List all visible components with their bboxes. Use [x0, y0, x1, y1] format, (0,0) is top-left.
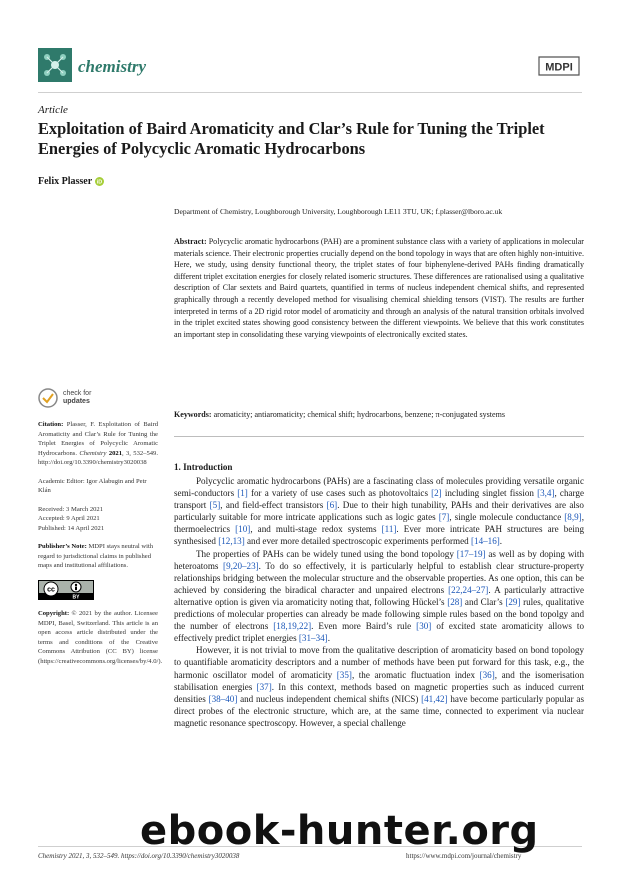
abstract-text: Polycyclic aromatic hydrocarbons (PAH) are a prominent substance class with a variety of applications in molecular materials science. Their electronic properties crucially depend on the bond topology in ways that are often highly non-intuitive. Here, we study, using density functional theory, the triplet states of four biphenylene-derived PAHs finding dramatically different triplet excitation energies for closely related isomeric structures. These differences are rationalised using a qualitative description of Clar sextets and Baird quartets, quantified in terms of nucleus independent chemical shifts, and represented graphically through a recently developed method for visualising chemical shielding tensors (VIST). The results are further interpreted in terms of a 2D rigid rotor model of aromaticity and through an analysis of the natural transition orbitals involved in the triplet excited states showing good consistency between the different viewpoints. We believe that this work constitutes an important step in consolidating these varying viewpoints of electronically excited states.	[174, 237, 584, 339]
article-type: Article	[38, 104, 68, 116]
published-date: Published: 14 April 2021	[38, 524, 105, 532]
academic-editor	[38, 477, 158, 496]
citation-text: Plasser, F. Exploitation of Baird Aromaticity and Clar’s Rule for Tuning the Triplet Energies of Polycyclic Aromatic Hydrocarbons.	[38, 421, 159, 457]
citation-link[interactable]: [31–34]	[298, 633, 328, 644]
paragraph-text: , and multi-stage redox systems	[250, 524, 382, 535]
paragraph-text: and Clar’s	[462, 596, 506, 607]
body-paragraph	[174, 475, 584, 548]
copyright-label: Copyright:	[38, 610, 70, 617]
affiliation: Department of Chemistry, Loughborough University, Loughborough LE11 3TU, UK; f.plasser@lboro.ac.uk	[174, 207, 503, 216]
citation-link[interactable]: [18,19,22]	[273, 621, 312, 632]
citation-link[interactable]: [1]	[237, 488, 248, 499]
copyright-text: © 2021 by the author. Licensee MDPI, Basel, Switzerland. This article is an open access article distributed under the terms and conditions of the Creative Commons Attribution (CC BY) license (https://creativecommons.org/licenses/by/4.0/).	[38, 610, 163, 665]
citation-block	[38, 420, 158, 468]
editor-label: Academic Editor:	[38, 477, 85, 485]
copyright-block	[38, 609, 163, 666]
paragraph-text: However, it is not trivial to move from the qualitative description of aromaticity based on bond topology to quantifiable aromaticity descriptors and a number of methods have been put forward for this task, e.g., the harmonic oscillator model of aromaticity	[174, 645, 584, 680]
dates-block	[38, 505, 158, 534]
keywords	[174, 409, 584, 421]
editor-names: Igor Alabugin and Petr Klán	[38, 477, 147, 494]
citation-link[interactable]: [6]	[326, 500, 338, 511]
paragraph-text: . To do so effectively, it is particularly helpful to establish clear structure-property relationships bridging between the molecular structure and the observable properties. As one option, this can be achieved by considering the biradical character and unpaired electrons	[174, 560, 584, 595]
paragraph-text: .	[499, 536, 503, 547]
keywords-text: aromaticity; antiaromaticity; chemical shift; hydrocarbons, benzene; π-conjugated systems	[213, 410, 505, 419]
citation-doi[interactable]: , 3, 532–549. http://doi.org/10.3390/chemistry3020038	[38, 449, 158, 466]
cc-by-license-icon[interactable]	[38, 580, 94, 600]
author-name[interactable]: Felix Plasser	[38, 176, 93, 187]
citation-link[interactable]: [2]	[431, 488, 442, 499]
paragraph-text: . In this context, methods based on magnetic properties such as induced current densities	[174, 681, 584, 704]
orcid-icon[interactable]	[95, 177, 104, 186]
sidebar	[38, 388, 163, 675]
mdpi-logo-text: MDPI	[545, 61, 573, 74]
citation-link[interactable]: [22,24–27]	[448, 584, 489, 595]
abstract	[174, 236, 584, 340]
check-updates-icon	[38, 388, 58, 408]
citation-link[interactable]: [3,4]	[537, 488, 555, 499]
citation-link[interactable]: [28]	[447, 596, 463, 607]
citation-link[interactable]: [14–16]	[471, 536, 500, 547]
body-paragraph	[174, 644, 584, 729]
section-heading: 1. Introduction	[174, 462, 233, 472]
citation-journal: Chemistry	[79, 449, 107, 457]
keywords-label: Keywords:	[174, 410, 212, 419]
paragraph-text: rules, qualitative predictions of molecular properties can already be made following simple rules based on the bond topolgy and the number of electrons	[174, 596, 585, 632]
paragraph-text: .	[327, 633, 330, 644]
citation-link[interactable]: [8,9]	[564, 512, 582, 523]
check-for-updates-button[interactable]	[38, 388, 158, 408]
publisher-note-text: MDPI stays neutral with regard to jurisdictional claims in published maps and institutional affiliations.	[38, 543, 154, 569]
citation-link[interactable]: [35]	[336, 669, 352, 680]
paragraph-text: . Due to their high tunability, PAHs and their derivatives are also particularly suitable for more intricate applications such as logic gates	[174, 500, 584, 523]
author-line	[38, 176, 104, 187]
section-divider	[174, 436, 584, 437]
paragraph-text: and nucleus independent chemical shifts (NICS)	[237, 693, 422, 704]
journal-name: chemistry	[78, 57, 146, 76]
check-updates-line2: updates	[63, 398, 90, 405]
citation-link[interactable]: [10]	[235, 524, 251, 535]
paragraph-text: . A particularly attractive alternative option is given via aromaticity noting that, following Hückel’s	[174, 584, 584, 607]
svg-text:iD: iD	[96, 179, 103, 186]
citation-link[interactable]: [11]	[381, 524, 397, 535]
footer-citation[interactable]: Chemistry 2021, 3, 532–549. https://doi.org/10.3390/chemistry3020038	[38, 852, 240, 860]
check-updates-line1: check for	[63, 390, 92, 397]
mdpi-logo	[536, 55, 582, 77]
article-title: Exploitation of Baird Aromaticity and Clar’s Rule for Tuning the Triplet Energies of Polycyclic Aromatic Hydrocarbons	[38, 119, 545, 158]
citation-link[interactable]: [7]	[438, 512, 450, 523]
citation-link[interactable]: [41,42]	[421, 693, 448, 704]
paragraph-text: , and field-effect transistors	[220, 500, 327, 511]
paragraph-text: and ever more detailed spectroscopic experiments performed	[244, 536, 471, 547]
paragraph-text: for a variety of use cases such as photovoltaics	[247, 488, 432, 499]
abstract-label: Abstract:	[174, 237, 207, 246]
citation-link[interactable]: [9,20–23]	[223, 560, 259, 571]
citation-year: 2021	[108, 449, 122, 457]
footer-journal-url[interactable]: https://www.mdpi.com/journal/chemistry	[406, 852, 522, 860]
paragraph-text: Polycyclic aromatic hydrocarbons (PAHs) are a fascinating class of molecules providing versatile organic semi-conductors	[174, 476, 584, 499]
paragraph-text: , thermoelectrics	[174, 512, 584, 535]
paragraph-text: of excited state aromaticity allows to effectively predict triplet energies	[174, 621, 584, 644]
citation-label: Citation:	[38, 421, 64, 428]
cc-badge-text: BY	[72, 594, 80, 600]
citation-link[interactable]: [17–19]	[456, 548, 486, 559]
citation-link[interactable]: [36]	[479, 669, 495, 680]
watermark: ebook-hunter.org	[140, 808, 539, 854]
citation-link[interactable]: [29]	[505, 596, 521, 607]
paragraph-text: including singlet fission	[441, 488, 538, 499]
body-text	[174, 475, 584, 729]
header-divider	[38, 92, 582, 93]
citation-link[interactable]: [5]	[209, 500, 221, 511]
body-paragraph	[174, 548, 584, 645]
paragraph-text: as well as by doping with heteroatoms	[174, 548, 584, 571]
svg-text:cc: cc	[47, 586, 55, 593]
paragraph-text: , the aromatic fluctuation index	[351, 669, 480, 680]
journal-logo	[38, 48, 72, 82]
citation-link[interactable]: [38–40]	[208, 693, 238, 704]
publisher-note-label: Publisher’s Note:	[38, 543, 87, 550]
accepted-date: Accepted: 9 April 2021	[38, 515, 100, 522]
citation-link[interactable]: [37]	[256, 681, 272, 692]
paragraph-text: , and the isomerisation stabilisation energies	[174, 669, 584, 692]
paragraph-text: . Ever more intricate PAH structures are being synthesised	[174, 524, 584, 547]
paragraph-text: . Even more Baird’s rule	[311, 621, 417, 632]
received-date: Received: 3 March 2021	[38, 505, 104, 513]
paragraph-text: The properties of PAHs can be widely tuned using the bond topology	[196, 548, 457, 559]
paragraph-text: have become particularly popular as direct probes of the electronic structure, which are, at the same time, connected to experiment via nuclear magnetic resonance spectroscopy. However, a special challenge	[174, 693, 584, 728]
citation-link[interactable]: [30]	[416, 621, 432, 632]
paragraph-text: , single molecule conductance	[449, 512, 565, 523]
paragraph-text: , charge transport	[174, 488, 584, 511]
citation-link[interactable]: [12,13]	[218, 536, 245, 547]
publisher-note	[38, 542, 158, 571]
